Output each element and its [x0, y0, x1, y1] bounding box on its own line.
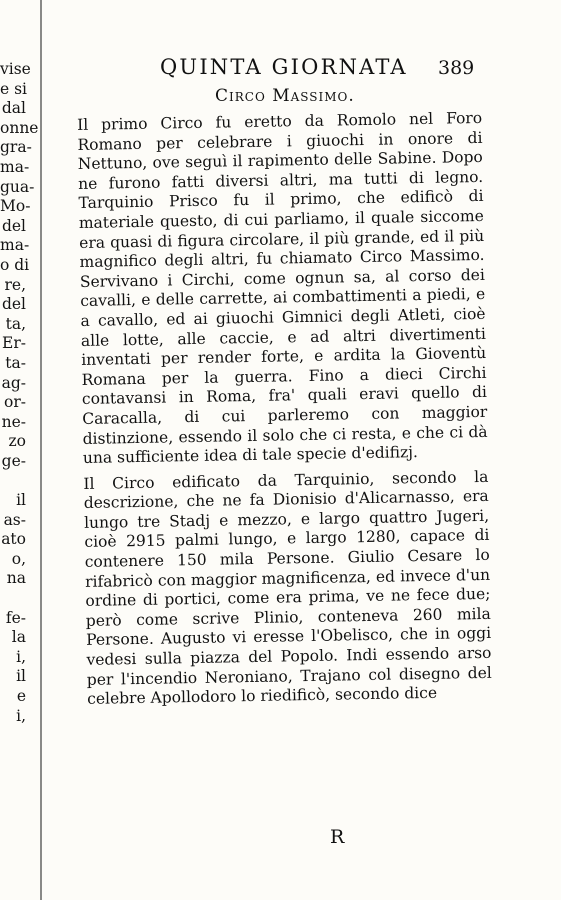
fragment-line: re,	[4, 275, 26, 294]
running-title: QUINTA GIORNATA	[160, 55, 408, 79]
fragment-line: vise	[0, 60, 31, 78]
fragment-line: o,	[11, 549, 26, 568]
fragment-line: ta-	[5, 353, 26, 372]
fragment-line: fe-	[5, 608, 26, 627]
fragment-line: Er-	[2, 334, 26, 353]
fragment-line: ato	[1, 530, 26, 549]
signature-mark: R	[330, 826, 345, 848]
fragment-line: o di	[0, 255, 30, 274]
fragment-line: ge-	[1, 451, 26, 470]
fragment-line: na	[6, 569, 26, 588]
fragment-line: ma-	[0, 157, 30, 176]
fragment-line: e si	[0, 79, 28, 98]
section-title: Circo Massimo.	[215, 86, 355, 106]
fragment-line: la	[11, 628, 26, 647]
fragment-line: gra-	[0, 138, 32, 157]
fragment-line: del	[1, 295, 26, 314]
fragment-line: onne	[0, 118, 39, 137]
fragment-line: Mo-	[0, 197, 31, 216]
paragraph: Il Circo edificato da Tarquinio, secondo la descrizione, che ne fa Dionisio d'Alicarnasso, era lungo tre Stadj e mezzo, e largo quattro Jugeri, cioè 2915 palmi lungo, e largo 1280, capace di contenere 150 mila Persone. Giulio Cesare lo rifabricò con maggior magnificenza, ed invece d'un ordine di portici, come era prima, ve ne fece due; però come scrive Plinio, conteneva 260 mila Persone. Augusto vi eresse l'Obelisco, che in oggi vedesi sulla piazza del Popolo. Indi essendo arso per l'incendio Neroniano, Trajano col disegno del celebre Apollodoro lo riedificò, secondo dice	[83, 467, 492, 709]
fragment-line: i,	[16, 647, 26, 666]
fragment-line: ma-	[0, 236, 30, 255]
facing-page-fragment	[0, 60, 39, 726]
fragment-line: del	[1, 216, 26, 235]
page-header	[160, 55, 520, 85]
fragment-line: il	[16, 491, 26, 510]
fragment-line: ag-	[1, 373, 26, 392]
fragment-line: e	[16, 687, 26, 705]
fragment-line: il	[16, 667, 26, 686]
fragment-line: ta,	[5, 314, 26, 333]
fragment-line: zo	[8, 432, 26, 451]
fragment-line	[0, 471, 26, 491]
fragment-line: or-	[4, 393, 26, 412]
page-number: 389	[438, 57, 475, 79]
fragment-line: dal	[1, 99, 26, 118]
fragment-line: gua-	[0, 177, 35, 196]
fragment-line: as-	[3, 510, 26, 529]
page-gutter-divider	[40, 0, 42, 900]
fragment-line: ne-	[1, 412, 26, 431]
fragment-line: i,	[16, 706, 26, 725]
fragment-line	[0, 589, 26, 609]
body-text	[77, 109, 492, 710]
paragraph: Il primo Circo fu eretto da Romolo nel Foro Romano per celebrare i giuochi in onore di Nettuno, ove seguì il rapimento delle Sabine. Dopo ne furono fatti diversi altri, ma tutti di legno. Tarquinio Prisco fu il primo, che edificò di materiale questo, di cui parliamo, il quale siccome era quasi di figura circolare, il più grande, ed il più magnifico degli altri, fu chiamato Circo Massimo. Servivano i Circhi, come ognun sa, al corso dei cavalli, e delle carrette, ai combattimenti a piedi, e a cavallo, ed ai giuochi Gimnici degli Atleti, cioè alle lotte, alle caccie, e ad altri divertimenti inventati per render forte, e ardita la Gioventù Romana per la guerra. Fino a dieci Circhi contavansi in Roma, fra' quali eravi quello di Caracalla, di cui parleremo con maggior distinzione, essendo il solo che ci resta, e che ci dà una sufficiente idea di tale specie d'edifizj.	[77, 108, 488, 468]
